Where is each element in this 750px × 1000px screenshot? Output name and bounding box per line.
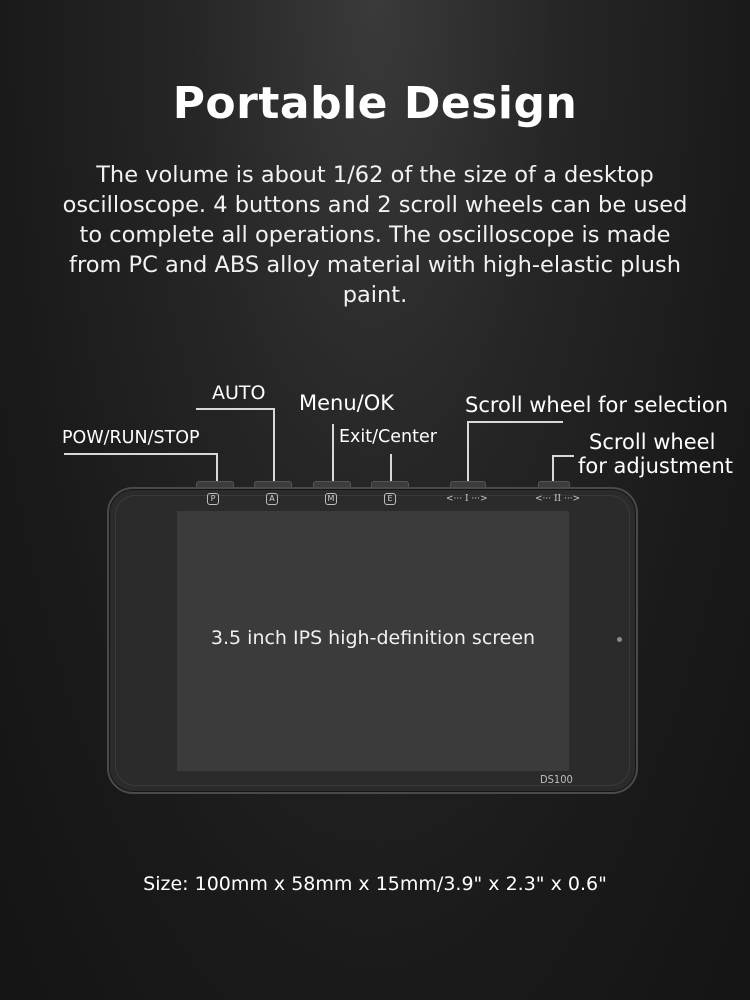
callout-exit-center: Exit/Center <box>339 427 437 447</box>
adjustment-scroll-wheel[interactable] <box>538 481 570 487</box>
wheel-2-mark: <··· II ···> <box>535 494 581 504</box>
power-button[interactable] <box>196 481 234 487</box>
exit-button[interactable] <box>371 481 409 487</box>
leader-pow-v <box>216 453 218 482</box>
callout-auto: AUTO <box>212 382 266 404</box>
menu-button[interactable] <box>313 481 351 487</box>
ips-screen <box>177 511 569 771</box>
leader-menu-v <box>332 424 334 482</box>
leader-wheel1-h <box>467 421 563 423</box>
auto-button[interactable] <box>254 481 292 487</box>
model-label: DS100 <box>540 773 573 786</box>
leader-wheel2-v <box>552 455 554 482</box>
callout-menu-ok: Menu/OK <box>299 391 395 415</box>
page-title: Portable Design <box>172 78 578 129</box>
selection-scroll-wheel[interactable] <box>450 481 486 487</box>
leader-wheel1-v <box>467 421 469 482</box>
wheel-1-mark: <··· I ···> <box>446 494 488 504</box>
indicator-led <box>617 637 622 642</box>
callout-scroll-wheel-selection: Scroll wheel for selection <box>465 393 729 417</box>
size-spec: Size: 100mm x 58mm x 15mm/3.9" x 2.3" x 0.6" <box>143 873 607 895</box>
description: The volume is about 1/62 of the size of a desktop oscilloscope. 4 buttons and 2 scroll wheels can be used to complete all operations. The oscilloscope is made from PC and ABS alloy material with high-elastic plush paint. <box>62 162 688 308</box>
leader-auto-h <box>196 408 274 410</box>
callout-scroll-wheel-adjustment-1: Scroll wheel <box>589 430 716 454</box>
callout-pow-run-stop: POW/RUN/STOP <box>62 428 200 448</box>
leader-pow-h <box>64 453 217 455</box>
callout-scroll-wheel-adjustment-2: for adjustment <box>578 454 733 478</box>
leader-wheel2-h <box>552 455 574 457</box>
key-a-icon: A <box>266 493 278 505</box>
key-m-icon: M <box>325 493 337 505</box>
key-p-icon: P <box>207 493 219 505</box>
leader-auto-v <box>273 408 275 482</box>
key-e-icon: E <box>384 493 396 505</box>
screen-label: 3.5 inch IPS high-definition screen <box>210 627 536 649</box>
leader-exit-v <box>390 454 392 482</box>
